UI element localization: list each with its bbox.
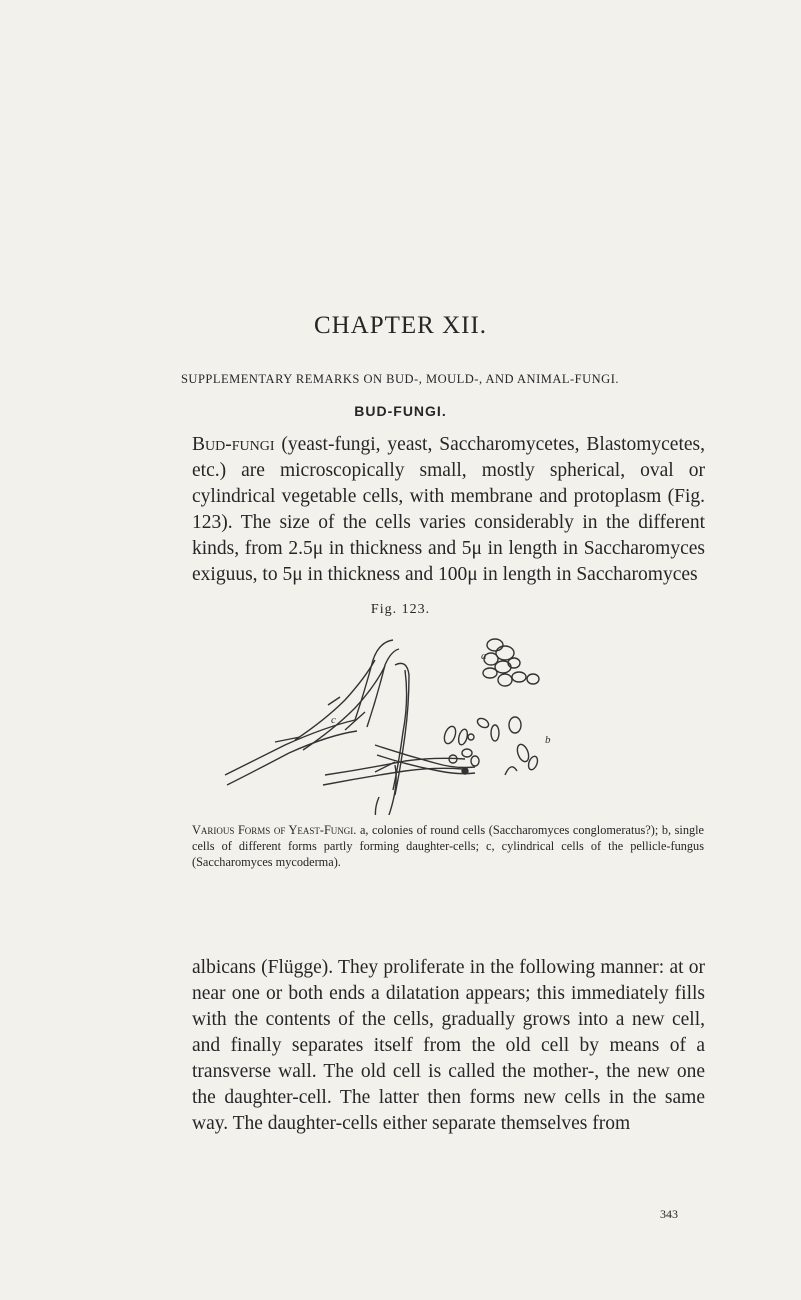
figure-caption — [192, 822, 704, 870]
letter-a: a — [481, 650, 487, 662]
cylindrical-cells — [225, 640, 475, 815]
paragraph-proliferation: albicans (Flügge). They proliferate in the following manner: at or near one or both ends a dilatation appears; this immediately fills with the contents of the cells, gradually grows into a new cell, and finally separates itself from the old cell by means of a transverse wall. The old cell is called the mother-, the new one the daughter-cell. The latter then forms new cells in the same way. The daughter-cells either separate themselves from — [192, 957, 705, 1134]
paragraph-intro — [192, 432, 705, 588]
figure-label: Fig. 123. — [370, 602, 431, 617]
chapter-subtitle: SUPPLEMENTARY REMARKS ON BUD-, MOULD-, AND ANIMAL-FUNGI. — [180, 372, 620, 386]
figure-illustration — [205, 625, 655, 815]
chapter-title: CHAPTER XII. — [313, 312, 488, 339]
section-heading: BUD-FUNGI. — [354, 403, 447, 419]
single-cells — [442, 717, 539, 775]
caption-text: a, colonies of round cells (Saccharomyces conglomeratus?); b, single cells of different forms partly forming daughter-cells; c, cylindrical cells of the pellicle-fungus (Saccharomyces mycoderma). — [192, 823, 704, 869]
letter-c: c — [331, 714, 336, 726]
paragraph-lead: Bud-fungi — [192, 434, 275, 455]
caption-lead: Various Forms of Yeast-Fungi. — [192, 823, 357, 837]
colony-cells — [483, 639, 539, 686]
page-number: 343 — [660, 1207, 678, 1221]
paragraph-body: (yeast-fungi, yeast, Saccharomycetes, Blastomycetes, etc.) are microscopically small, mostly spherical, oval or cylindrical vegetable cells, with membrane and protoplasm (Fig. 123). The size of the cells varies considerably in the different kinds, from 2.5μ in thickness and 5μ in length in Saccharomyces exiguus, to 5μ in thickness and 100μ in length in Saccharomyces — [192, 434, 705, 585]
letter-b: b — [545, 734, 551, 746]
